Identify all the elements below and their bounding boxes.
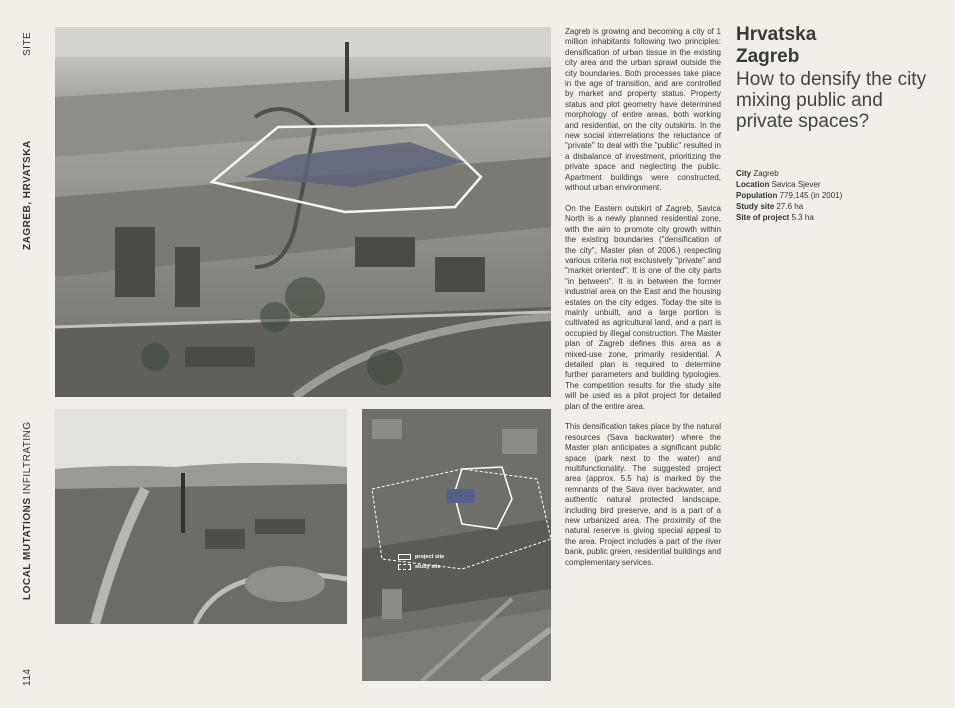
fact-value: 27.6 ha (776, 202, 804, 211)
series-label (22, 410, 36, 600)
fact-row (736, 190, 936, 201)
fact-value: Zagreb (753, 169, 779, 178)
legend-project-label: project site (415, 554, 445, 560)
map-legend (398, 552, 444, 572)
fact-label: Population (736, 191, 778, 200)
legend-project-swatch (398, 554, 411, 560)
fact-label: Study site (736, 202, 775, 211)
body-paragraph-1: Zagreb is growing and becoming a city of 1 million inhabitants following two principles: densification of urban tissue in the existing city area and the urban sprawl outside the city boundaries. Both processes take place in the age of transition, and are controlled by market and property status. Property status and plot geometry have determined morphology of entire areas, both working and residential, on the city outskirts. In the new social interrelations the reluctance of "private" to deal with the "public" resulted in a disbalance of investment, prioritizing the private space and neglecting the public. Apartment buildings were constructed, without urban environment. (565, 27, 721, 193)
site-map-photo (362, 409, 551, 681)
page-number: 114 (22, 668, 33, 686)
legend-study-swatch (398, 564, 411, 570)
fact-row (736, 179, 936, 190)
fact-row (736, 212, 936, 223)
series-label-bold: LOCAL MUTATIONS (22, 497, 33, 600)
body-paragraph-2: On the Eastern outskirt of Zagreb, Savica North is a newly planned residential zone, with the aim to promote city growth within the existing boundaries ("densification of the city", Master plan of 2006.) respecting various criteria not exclusively "private" and "market oriented". It is one of the city parts "in between". It is in between the former industrial area on the East and the housing estates on the city edges. Today the site is mainly unbuilt, and a large portion is cultivated as agricultural land, and a part is occupied by illegal construction. The Master plan of Zagreb defines this area as a mixed-use zone, primarily residential. A detailed plan is required to determine further parameters and building typologies. The competition results for the study site will be used as a pilot project for detailed plan of the entire area. (565, 203, 721, 411)
fact-value: 5.3 ha (791, 213, 814, 222)
fact-row (736, 168, 936, 179)
series-label-rest: INFILTRATING (22, 421, 33, 498)
aerial-photo-main (55, 27, 551, 397)
title-block (736, 24, 936, 132)
fact-value: Savica Sjever (771, 180, 821, 189)
legend-project (398, 552, 444, 562)
legend-study-label: study site (415, 564, 441, 570)
facts-list (736, 168, 936, 223)
title-country: Hrvatska (736, 24, 817, 45)
fact-value: 779,145 (in 2001) (779, 191, 843, 200)
fact-label: City (736, 169, 752, 178)
body-paragraph-3: This densification takes place by the natural resources (Sava backwater) where the Master plan anticipates a significant public space (park next to the water) and multifunctionality. The suggested project area (approx. 5.5 ha) is marked by the remnants of the Sava river backwater, and authentic natural protected landscape, including bird preserve, and is a part of a new urbanized area. The proximity of the natural reserve is giving special appeal to the area. Project includes a part of the river bank, public green, residential buildings and complementary services. (565, 422, 721, 567)
fact-row (736, 201, 936, 212)
fact-label: Site of project (736, 213, 790, 222)
panorama-photo (55, 409, 347, 624)
fact-label: Location (736, 180, 770, 189)
legend-study (398, 562, 444, 572)
title-question: How to densify the city mixing public and private spaces? (736, 69, 927, 132)
city-country-label: ZAGREB, HRVATSKA (22, 140, 33, 250)
section-label: SITE (22, 31, 33, 56)
body-text (565, 27, 721, 578)
title-city: Zagreb (736, 46, 800, 67)
